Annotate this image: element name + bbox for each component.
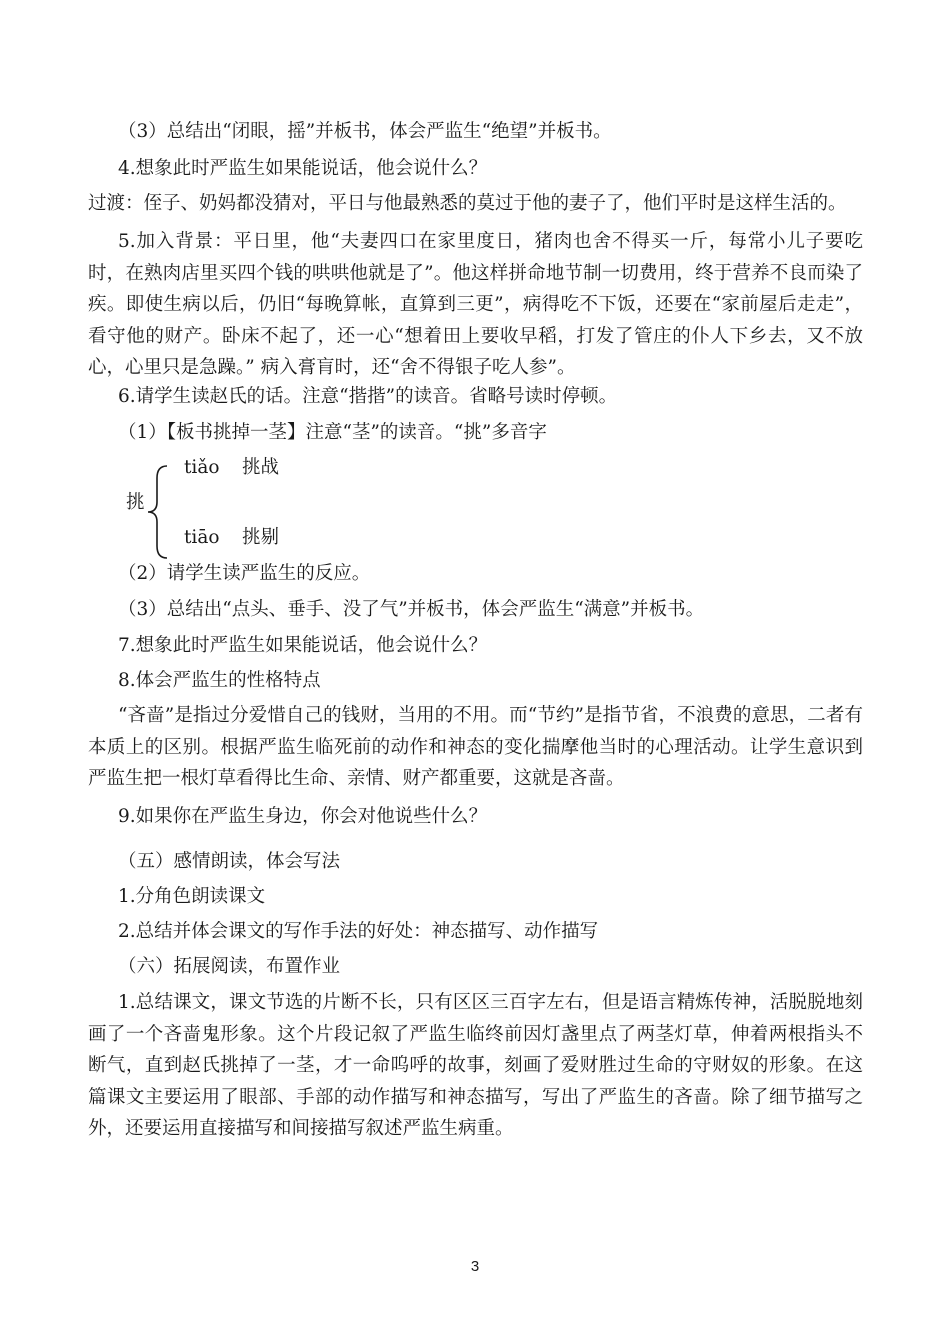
text-line: （1）【板书挑掉一茎】注意“茎”的读音。“挑”多音字	[118, 422, 547, 443]
page-number: 3	[470, 1258, 480, 1275]
curly-brace-icon	[145, 464, 171, 560]
text-line: 4.想象此时严监生如果能说话，他会说什么？	[118, 158, 488, 179]
background-paragraph: 5.加入背景：平日里，他“夫妻四口在家里度日，猪肉也舍不得买一斤，每常小儿子要吃时，在熟肉店里买四个钱的哄哄他就是了”。他这样拼命地节制一切费用，终于营养不良而染了疾。即使生病以后，仍旧“每晚算帐，直算到三更”，病得吃不下饭，还要在“家前屋后走走”，看守他的财产。卧床不起了，还一心“想着田上要收早稻，打发了管庄的仆人下乡去，又不放心，心里只是急躁。” 病入膏肓时，还“舍不得银子吃人参”。	[88, 231, 863, 379]
polyphone-char: 挑	[126, 492, 145, 513]
text-line: 2.总结并体会课文的写作手法的好处：神态描写、动作描写	[118, 921, 599, 942]
text-line: （3）总结出“点头、垂手、没了气”并板书，体会严监生“满意”并板书。	[118, 599, 705, 620]
text-line: 6.请学生读赵氏的话。注意“揩揩”的读音。省略号读时停顿。	[118, 386, 618, 407]
pinyin-reading-2: tiāo	[184, 527, 220, 548]
text-line: 7.想象此时严监生如果能说话，他会说什么？	[118, 635, 488, 656]
stingy-paragraph: “吝啬”是指过分爱惜自己的钱财，当用的不用。而“节约”是指节省，不浪费的意思，二者有本质上的区别。根据严监生临死前的动作和神态的变化揣摩他当时的心理活动。让学生意识到严监生把一根灯草看得比生命、亲情、财产都重要，这就是吝啬。	[88, 705, 863, 790]
section-heading: （六）拓展阅读，布置作业	[118, 956, 341, 977]
section-heading: （五）感情朗读，体会写法	[118, 851, 341, 872]
text-line: 9.如果你在严监生身边，你会对他说些什么？	[118, 806, 488, 827]
word-reading-1: 挑战	[242, 457, 280, 478]
text-line: （2）请学生读严监生的反应。	[118, 563, 371, 584]
text-line: 8.体会严监生的性格特点	[118, 670, 321, 691]
pinyin-reading-1: tiǎo	[184, 457, 220, 478]
word-reading-2: 挑剔	[242, 527, 280, 548]
text-line: （3）总结出“闭眼，摇”并板书，体会严监生“绝望”并板书。	[118, 121, 612, 142]
summary-paragraph: 1.总结课文，课文节选的片断不长，只有区区三百字左右，但是语言精炼传神，活脱脱地刻画了一个吝啬鬼形象。这个片段记叙了严监生临终前因灯盏里点了两茎灯草，伸着两根指头不断气，直到赵氏挑掉了一茎，才一命呜呼的故事，刻画了爱财胜过生命的守财奴的形象。在这篇课文主要运用了眼部、手部的动作描写和神态描写，写出了严监生的吝啬。除了细节描写之外，还要运用直接描写和间接描写叙述严监生病重。	[88, 992, 863, 1140]
transition-line: 过渡：侄子、奶妈都没猜对，平日与他最熟悉的莫过于他的妻子了，他们平时是这样生活的。	[88, 193, 847, 214]
text-line: 1.分角色朗读课文	[118, 886, 266, 907]
